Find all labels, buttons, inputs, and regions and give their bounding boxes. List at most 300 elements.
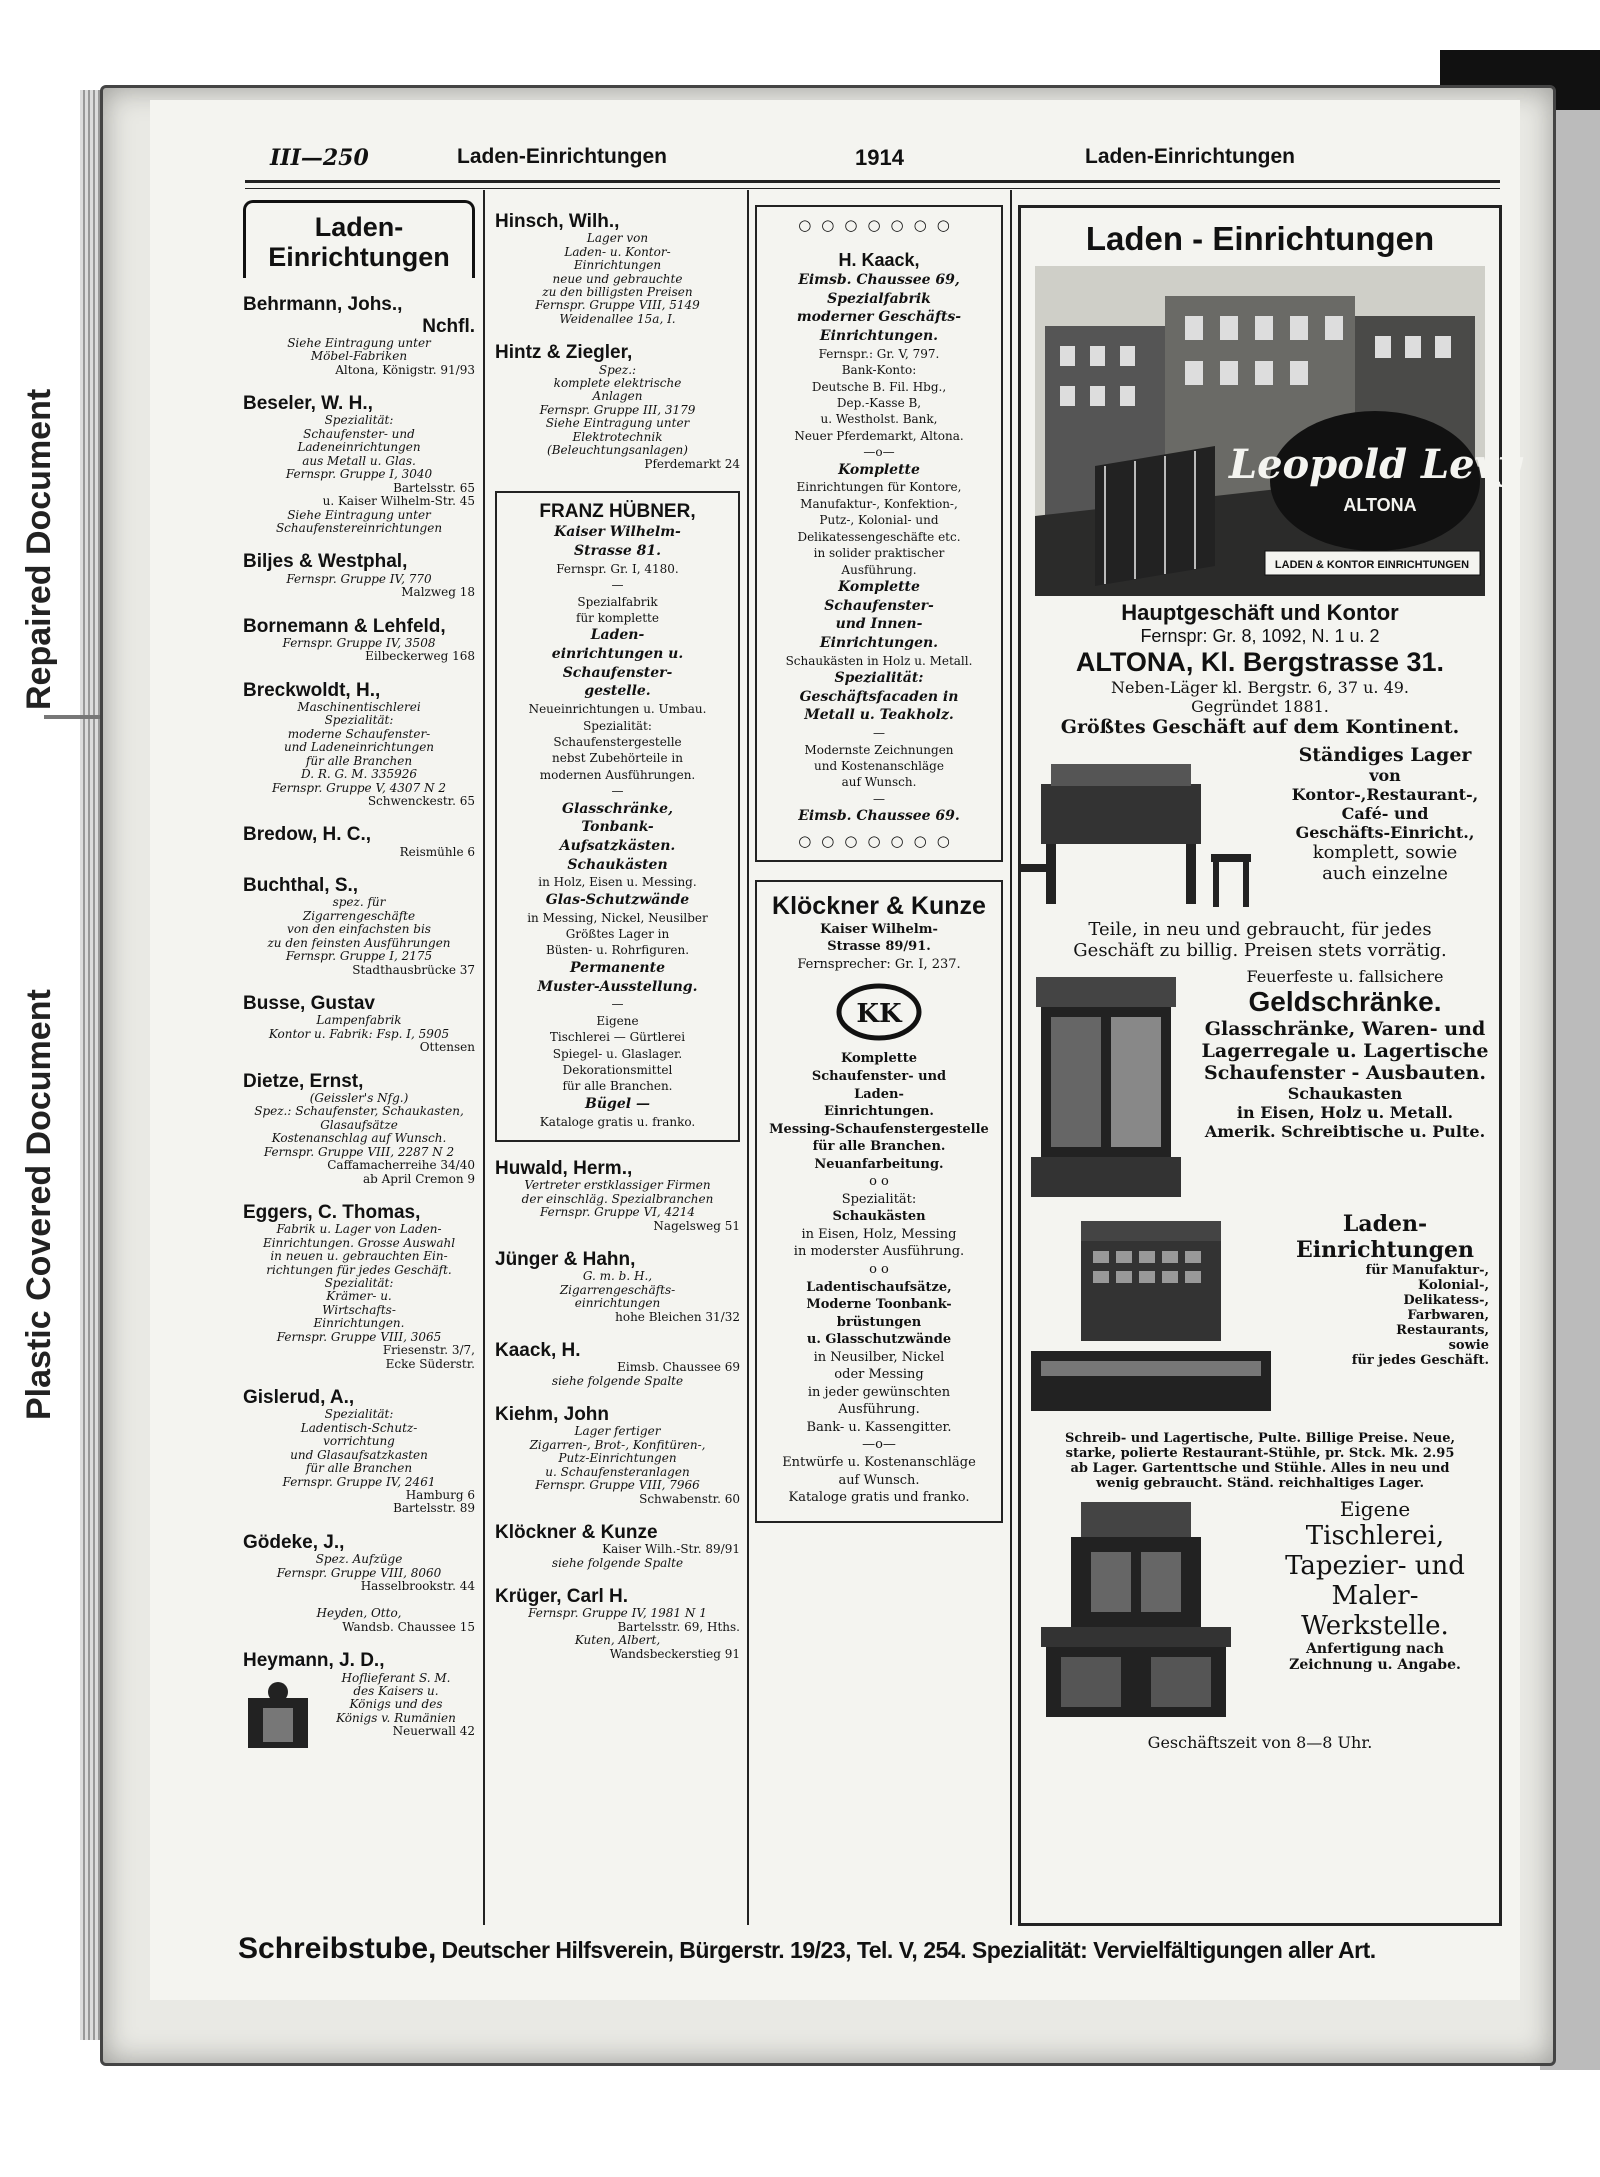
huebner-line: Schaufenster- [562,664,673,681]
entry-line: komplete elektrische [553,376,682,391]
tischlerei-line: Tapezier- und [1285,1551,1465,1581]
levy-hq: Hauptgeschäft und Kontor [1121,600,1399,625]
entry-line: Königs v. Rumänien [336,1710,456,1725]
entry-line: u. Schaufensteranlagen [545,1464,690,1479]
huebner-line: Permanente [570,959,665,976]
levy-sign-main: Leopold Levy [1228,441,1522,488]
entry-line: moderne Schaufenster- [287,726,431,741]
safe-line: Schaufenster - Ausbauten. [1204,1062,1486,1084]
lager-line: auch einzelne [1322,863,1448,884]
huebner-line: Kaiser Wilhelm- [554,524,681,541]
huebner-line: modernen Ausführungen. [539,767,696,782]
kloeckner-line: Einrichtungen. [824,1104,934,1120]
levy-chairs-line: starke, polierte Restaurant-Stühle, pr. Stck. Mk. 2.95 [1065,1446,1455,1461]
kaack-line: Modernste Zeichnungen [804,742,954,757]
kaack-line: Geschäftsfacaden in [799,688,959,705]
entry-line: Spez.: [598,362,637,377]
kloeckner-line: Bank- u. Kassengitter. [806,1419,952,1435]
entry-line: Hoflieferant S. M. [341,1670,451,1685]
kloeckner-line: in Eisen, Holz, Messing [801,1226,957,1242]
entry-line: Bartelsstr. 89 [393,1501,475,1516]
kaack-line: Neuer Pferdemarkt, Altona. [794,428,964,443]
entry-line: aus Metall u. Glas. [302,453,416,468]
entry-line: Krämer- u. [326,1289,392,1304]
levy-stock-line: Teile, in neu und gebraucht, für jedes [1088,919,1432,940]
lager-line: Ständiges Lager [1298,744,1472,766]
kaack-line: moderner Geschäfts- [796,309,962,326]
column-rule-2 [747,190,749,1925]
entry-name: Klöckner & Kunze [495,1522,658,1544]
document-sheet [150,100,1520,2000]
entry-line: Pferdemarkt 24 [644,456,740,471]
listing-entry [243,393,475,535]
entry-line: Fernspr. Gruppe III, 3179 [539,402,696,417]
lager-row [1021,744,1499,919]
listing-entry [495,1522,740,1570]
entry-line: zu den feinsten Ausführungen [267,935,451,950]
safe-line: Geldschränke. [1248,986,1442,1017]
huebner-ad [495,491,740,1142]
entry-line: Fernspr. Gruppe I, 2175 [285,949,433,964]
entry-line: Kuten, Albert, [574,1633,661,1648]
entry-name: Krüger, Carl H. [495,1586,629,1608]
levy-info: Neben-Läger kl. Bergstr. 6, 37 u. 49. [1110,678,1410,697]
entry-line: des Kaisers u. [353,1683,439,1698]
entry-line: Eilbeckerweg 168 [365,649,475,664]
entry-name: Gödeke, J., [243,1531,345,1553]
huebner-line: Glas-Schutzwände [545,891,690,908]
entry-line: Elektrotechnik [572,429,663,444]
entry-line: in neuen u. gebrauchten Ein- [270,1249,448,1264]
levy-body [1021,600,1499,1752]
entry-name: Heymann, J. D., [243,1650,385,1672]
entry-line: Schaufenstereinrichtungen [275,520,443,535]
levy-hours: Geschäftszeit von 8—8 Uhr. [1147,1733,1373,1752]
entry-line: Altona, Königstr. 91/93 [335,362,475,377]
kaack-line: Eimsb. Chaussee 69, [798,271,960,288]
entry-line: Ottensen [419,1040,475,1055]
entry-line: Fernspr. Gruppe IV, 770 [286,571,432,586]
entry-line: Siehe Eintragung unter [287,507,431,522]
hintz-entry [495,342,740,471]
kaack-line: Komplette [838,579,920,595]
levy-chairs-line: Schreib- und Lagertische, Pulte. Billige Preise. Neue, [1064,1431,1456,1446]
entry-line: hohe Bleichen 31/32 [615,1309,740,1324]
huebner-line: — [611,784,624,799]
kloeckner-line: oder Messing [834,1367,924,1383]
entry-line: Fernspr. Gruppe VIII, 8060 [276,1565,442,1580]
kloeckner-ad [755,880,1003,1523]
entry-line: Siehe Eintragung unter [287,335,431,350]
huebner-name: FRANZ HÜBNER, [539,501,696,523]
entry-line: Wandsbeckerstieg 91 [609,1646,740,1661]
entry-line: Fabrik u. Lager von Laden- [276,1222,442,1237]
entry-line: Putz-Einrichtungen [558,1451,677,1466]
entry-line: spez. für [332,895,386,910]
entry-name: Bornemann & Lehfeld, [243,615,446,637]
entry-line: Friesenstr. 3/7, [382,1343,475,1358]
entry-line: und Ladeneinrichtungen [283,740,435,755]
repaired-label: Repaired Document [20,388,58,710]
kloeckner-line: o o [869,1262,889,1277]
kloeckner-line: —o— [862,1437,896,1453]
kloeckner-line: Entwürfe u. Kostenanschläge [782,1455,976,1471]
footer-ad [238,1932,1518,1966]
listing-entry [243,1387,475,1516]
tischlerei-line: Eigene [1339,1497,1411,1521]
entry-line: neue und gebrauchte [552,271,683,286]
huebner-line: gestelle. [584,683,651,700]
safe-line: Feuerfeste u. fallsichere [1246,967,1444,986]
column-3 [755,205,1003,1523]
kaack-line: Einrichtungen für Kontore, [796,480,962,495]
laden-text [1281,1211,1499,1431]
entry-line: richtungen für jedes Geschäft. [266,1262,452,1277]
entry-line: Vertreter erstklassiger Firmen [524,1178,711,1193]
entry-line: Fernspr. Gruppe V, 4307 N 2 [272,780,446,795]
entry-line: Heyden, Otto, [316,1606,402,1621]
huebner-line: Spezialfabrik [577,594,658,609]
kloeckner-line: Kataloge gratis und franko. [788,1490,970,1506]
levy-info: Größtes Geschäft auf dem Kontinent. [1060,716,1460,738]
entry-line: Laden- u. Kontor- [564,244,671,259]
kaack-line: auf Wunsch. [841,775,917,790]
entry-line: D. R. G. M. 335926 [301,767,417,782]
levy-title: Laden - Einrichtungen [1085,220,1435,257]
entry-line: Fernspr. Gruppe VIII, 5149 [535,298,700,313]
entry-line: Nagelsweg 51 [653,1218,740,1233]
kaack-line: Schaufenster- [824,597,934,614]
kaack-line: Eimsb. Chaussee 69. [798,808,960,825]
entry-line: Spezialität: [324,413,394,428]
huebner-line: für alle Branchen. [562,1079,673,1094]
entry-name: Dietze, Ernst, [243,1070,364,1092]
huebner-line: Bügel — [585,1095,650,1112]
entry-line: Kaiser Wilh.-Str. 89/91 [602,1542,740,1557]
kaack-line: Metall u. Teakholz. [804,707,954,724]
levy-phone: Fernspr: Gr. 8, 1092, N. 1 u. 2 [1140,626,1380,646]
entry-name: Biljes & Westphal, [243,551,408,573]
header-rule [245,180,1500,183]
lager-line: Geschäfts-Einricht., [1295,823,1475,842]
lager-line: Café- und [1341,804,1429,823]
kloeckner-line: in moderster Ausführung. [793,1244,965,1260]
laden-line: für Manufaktur-, [1365,1263,1489,1278]
huebner-line: nebst Zubehörteile in [552,751,683,766]
tischlerei-line: Werkstelle. [1301,1611,1449,1641]
entry-line: Maschinentischlerei [297,699,421,714]
entry-line: Spez.: Schaufenster, Schaukasten, [254,1104,464,1119]
entry-line: Hasselbrookstr. 44 [360,1578,475,1593]
hinsch-entry [495,211,740,326]
huebner-line: Eigene [596,1013,639,1028]
header-left-title: Laden-Einrichtungen [457,145,667,168]
entry-line: Fernspr. Gruppe VIII, 2287 N 2 [263,1144,455,1159]
kaack-line: Spezialfabrik [827,290,931,307]
entry-name: Beseler, W. H., [243,393,373,415]
laden-line: Restaurants, [1396,1323,1489,1338]
tischlerei-text [1251,1497,1499,1727]
listing-entry [243,1202,475,1371]
column-rule-3 [1010,190,1012,1925]
entry-line: Fernspr. Gruppe I, 3040 [285,467,433,482]
royal-crest-icon [243,1678,313,1753]
col2-entries [495,1158,740,1661]
entry-line: Hamburg 6 [405,1487,475,1502]
entry-line: Fernspr. Gruppe IV, 1981 N 1 [528,1606,707,1621]
header-year: 1914 [855,145,904,170]
entry-line: Spezialität: [324,713,394,728]
listing-entry [243,616,475,664]
huebner-line: — [611,997,624,1012]
kloeckner-line: Neuanfarbeitung. [814,1156,944,1172]
listing-entry [495,1634,740,1661]
entry-line: Kontor u. Fabrik: Fsp. I, 5905 [268,1026,450,1041]
lager-line: Kontor-,Restaurant-, [1291,785,1479,804]
huebner-line: Fernspr. Gr. I, 4180. [556,561,679,576]
column-2 [495,195,740,1661]
laden-line: für jedes Geschäft. [1351,1353,1489,1368]
entry-name: Eggers, C. Thomas, [243,1201,421,1223]
entry-line: Siehe Eintragung unter [545,416,690,431]
entry-name: Huwald, Herm., [495,1157,633,1179]
kloeckner-name: Klöckner & Kunze [772,891,986,920]
laden-line: Delikatess-, [1403,1293,1489,1308]
laden-line: Kolonial-, [1418,1278,1489,1293]
listing-entry [495,1340,740,1388]
safe-text [1191,967,1499,1207]
entry-line: Bartelsstr. 65 [393,480,475,495]
label-separator [44,715,104,719]
tischlerei-row [1021,1497,1499,1727]
entry-line: Wirtschafts- [322,1302,396,1317]
safe-line: Glasschränke, Waren- und [1204,1018,1486,1040]
entry-line: (Beleuchtungsanlagen) [547,443,688,458]
huebner-line: in Messing, Nickel, Neusilber [527,910,708,925]
entry-line: Zigarrengeschäfts- [559,1282,676,1297]
kloeckner-line: Spezialität: [841,1191,917,1207]
huebner-line: Strasse 81. [574,543,661,560]
levy-address: ALTONA, Kl. Bergstrasse 31. [1075,647,1445,677]
footer-rest: Deutscher Hilfsverein, Bürgerstr. 19/23, Tel. V, 254. Spezialität: Vervielfältigungen aller Art. [441,1937,1376,1963]
decorative-dots: ○○○○○○○ [798,832,960,850]
entry-line: Fernspr. Gruppe IV, 2461 [282,1474,436,1489]
kaack-name: H. Kaack, [838,249,920,270]
entry-line: Ladeneinrichtungen [297,440,421,455]
kloeckner-line: Strasse 89/91. [827,939,931,955]
kloeckner-line: Schaukästen [832,1209,926,1225]
levy-storefront-illustration [1035,266,1522,596]
entry-line: (Geissler's Nfg.) [309,1090,409,1105]
kaack-line: Einrichtungen. [819,635,939,652]
col1-entries [243,294,475,1738]
huebner-line: Tonbank- [581,819,654,836]
entry-line: Malzweg 18 [401,585,475,600]
kloeckner-line: für alle Branchen. [812,1139,946,1155]
safe-line: Amerik. Schreibtische u. Pulte. [1204,1122,1486,1141]
kaack-line: Bank-Konto: [841,363,917,378]
huebner-line: Tischlerei — Gürtlerei [549,1030,686,1045]
listing-entry [243,1071,475,1186]
kloeckner-line: Ausführung. [838,1402,920,1418]
listing-entry [495,1249,740,1324]
entry-line: Zigarrengeschäfte [302,908,416,923]
side-labels [0,150,95,1420]
entry-line: Schwabenstr. 60 [639,1491,740,1506]
entry-line: Lager von [586,231,649,246]
kaack-ad [755,205,1003,862]
kloeckner-line: Messing-Schaufenstergestelle [769,1121,989,1137]
entry-name: Behrmann, Johs., [243,294,403,316]
laden-line: Farbwaren, [1407,1308,1489,1323]
kaack-line: — [873,726,885,741]
levy-sign-city: ALTONA [1343,495,1417,515]
entry-line: Fernspr. Gruppe VIII, 3065 [276,1329,442,1344]
entry-line: u. Kaiser Wilhelm-Str. 45 [322,494,475,509]
listing-entry [243,680,475,809]
listing-entry [243,551,475,599]
entry-line: und Glasaufsatzkasten [290,1447,428,1462]
decorative-dots: ○○○○○○○ [798,216,960,234]
entry-line: Fernspr. Gruppe VIII, 7966 [535,1478,700,1493]
listing-entry [243,1650,475,1738]
laden-row [1021,1211,1499,1431]
huebner-line: Spiegel- u. Glaslager. [552,1046,683,1061]
lager-text [1271,744,1499,919]
kk-monogram-logo [834,982,924,1042]
kaack-line: Komplette [838,461,920,478]
entry-line: Spezialität: [324,1407,394,1422]
safe-cabinet-illustration [1021,967,1191,1207]
kloeckner-line: Ladentischaufsätze, [806,1279,952,1295]
entry-name: Jünger & Hahn, [495,1248,636,1270]
entry-line: Einrichtungen [573,258,662,273]
tischlerei-line: Zeichnung u. Angabe. [1289,1657,1461,1673]
laden-badge: Laden- Einrichtungen [243,200,475,278]
header-rule-thin [245,188,1500,189]
huebner-line: Muster-Ausstellung. [537,978,698,995]
kloeckner-line: Kaiser Wilhelm- [820,921,938,937]
huebner-line: Kataloge gratis u. franko. [539,1114,696,1129]
entry-name: Kaack, H. [495,1339,581,1361]
entry-line: für alle Branchen [305,753,413,768]
safe-line: Lagerregale u. Lagertische [1201,1040,1489,1062]
entry-name: Hintz & Ziegler, [495,342,633,364]
levy-stock-line: Geschäft zu billig. Preisen stets vorrätig. [1073,940,1447,961]
huebner-line: Büsten- u. Rohrfiguren. [545,943,690,958]
plastic-label: Plastic Covered Document [20,989,58,1420]
footer-bold: Schreibstube, [238,1932,437,1965]
tischlerei-line: Anfertigung nach [1306,1641,1444,1657]
entry-line: siehe folgende Spalte [551,1555,684,1570]
kaack-line: Ausführung. [841,562,917,577]
listing-entry [243,1532,475,1594]
kaack-line: —o— [863,445,895,460]
huebner-line: Schaukästen [567,856,668,873]
entry-line: Spezialität: [324,1275,394,1290]
safe-line: in Eisen, Holz u. Metall. [1236,1103,1454,1122]
huebner-line: Größtes Lager in [565,927,670,941]
entry-line: Wandsb. Chaussee 15 [342,1619,475,1634]
huebner-line: Laden- [590,627,645,644]
kaack-line: — [873,791,885,806]
kaack-line: u. Westholst. Bank, [820,412,938,427]
kloeckner-line: brüstungen [836,1314,922,1330]
huebner-line: in Holz, Eisen u. Messing. [538,875,697,890]
kaack-line: Delikatessengeschäfte etc. [797,529,961,544]
sideboard-illustration [1021,1497,1251,1727]
huebner-line: — [611,578,624,593]
levy-chairs-line: ab Lager. Gartenttsche und Stühle. Alles in neu und [1070,1461,1450,1476]
entry-line: Ladentisch-Schutz- [300,1420,418,1435]
entry-line: G. m. b. H., [582,1269,653,1284]
entry-line: Bartelsstr. 69, Hths. [617,1619,740,1634]
entry-line: Fernspr. Gruppe IV, 3508 [282,635,436,650]
entry-line: vorrichtung [323,1434,395,1449]
entry-line: Lampenfabrik [316,1013,402,1028]
kaack-line: und Kostenanschläge [814,759,944,774]
entry-line: einrichtungen [574,1296,661,1311]
entry-line: Lager fertiger [574,1424,661,1439]
entry-line: Einrichtungen. Grosse Auswahl [262,1235,456,1250]
entry-name: Hinsch, Wilh., [495,211,620,232]
shop-counter-illustration [1021,1211,1281,1431]
entry-name: Breckwoldt, H., [243,679,381,701]
kaack-line: Schaukästen in Holz u. Metall. [785,653,973,668]
entry-line: Kostenanschlag auf Wunsch. [271,1131,447,1146]
kaack-line: Dep.-Kasse B, [836,395,922,410]
kaack-line: in solider praktischer [813,546,945,561]
laden-line: Einrichtungen [1296,1237,1474,1263]
column-1 [243,200,475,1753]
entry-line: Caffamacherreihe 34/40 [327,1158,475,1173]
entry-line: Weidenallee 15a, I. [559,311,676,326]
listing-entry [243,993,475,1055]
listing-entry [243,1607,475,1634]
kk-monogram-text: KK [856,999,902,1030]
entry-line: Fernspr. Gruppe VI, 4214 [539,1205,696,1220]
listing-entry [243,875,475,977]
kloeckner-line: Fernsprecher: Gr. I, 237. [797,956,961,972]
kloeckner-line: Schaufenster- und [811,1068,947,1084]
entry-line: Zigarren-, Brot-, Konfitüren-, [529,1437,706,1452]
huebner-line: für komplette [576,611,659,626]
kloeckner-line: Komplette [840,1051,918,1067]
entry-line: Schwenckestr. 65 [367,794,475,809]
kloeckner-line: in jeder gewünschten [807,1384,951,1400]
entry-line: Einrichtungen. [313,1316,405,1331]
desk-illustration [1021,744,1271,919]
kloeckner-line: auf Wunsch. [838,1472,920,1488]
laden-line: Laden- [1342,1211,1428,1237]
safe-row [1021,967,1499,1207]
huebner-line: einrichtungen u. [551,646,684,663]
entry-line: Anlagen [592,389,643,404]
entry-name: Kiehm, John [495,1404,610,1426]
kaack-line: Deutsche B. Fil. Hbg., [811,379,947,394]
huebner-line: Aufsatzkästen. [559,838,676,855]
entry-line: Königs und des [349,1697,443,1712]
lager-line: von [1369,766,1401,785]
entry-line: Spez. Aufzüge [315,1552,403,1567]
entry-line: der einschläg. Spezialbranchen [521,1191,714,1206]
entry-line: Neuerwall 42 [392,1724,475,1739]
kaack-line: Putz-, Kolonial- und [819,513,939,528]
entry-name: Gislerud, A., [243,1387,355,1409]
huebner-line: Glasschränke, [562,800,673,817]
entry-line: Stadthausbrücke 37 [352,962,475,977]
levy-ad [1018,205,1522,1926]
